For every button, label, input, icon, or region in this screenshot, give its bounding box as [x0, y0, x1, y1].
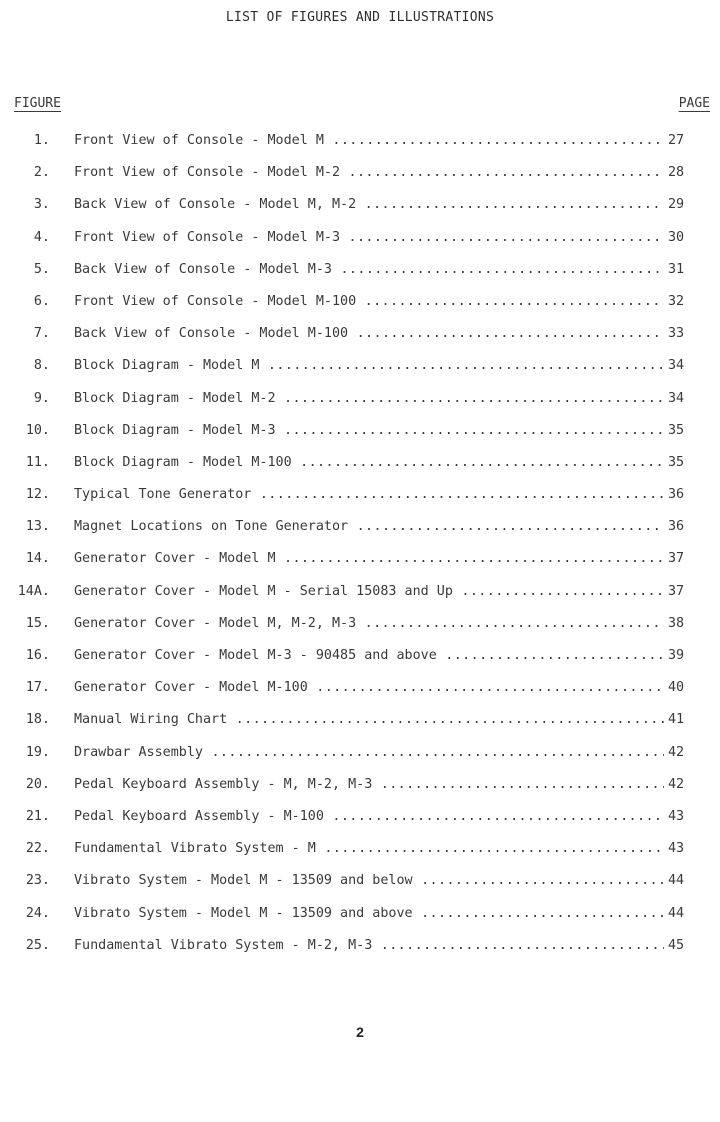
figure-entry — [0, 873, 720, 905]
figure-page: 34 — [668, 390, 685, 406]
figure-entry — [0, 616, 720, 648]
figure-page: 37 — [668, 583, 685, 599]
figure-entry — [0, 777, 720, 809]
figure-title: Generator Cover - Model M ..... — [74, 551, 664, 566]
figure-title: Manual Wiring Chart ..... — [74, 712, 664, 727]
figure-entry — [0, 938, 720, 970]
figure-entry — [0, 841, 720, 873]
page-number: 2 — [356, 1024, 364, 1040]
figure-entry — [0, 423, 720, 455]
figure-number: 2. — [33, 165, 50, 181]
figure-page: 35 — [668, 454, 685, 470]
figure-title: Block Diagram - Model M-2 ..... — [74, 391, 664, 406]
figure-entry — [0, 584, 720, 616]
figure-number: 17. — [25, 680, 50, 696]
figure-number: 19. — [25, 744, 50, 760]
figure-number: 3. — [33, 197, 50, 213]
figure-number: 23. — [25, 873, 50, 889]
figure-page: 37 — [668, 551, 685, 567]
figure-entry — [0, 262, 720, 294]
figure-entry — [0, 745, 720, 777]
figure-number: 9. — [33, 390, 50, 406]
figure-title: Front View of Console - Model M ..... — [74, 133, 664, 148]
figure-title: Vibrato System - Model M - 13509 and below ..... — [74, 873, 664, 888]
figure-entry — [0, 809, 720, 841]
figure-title: Back View of Console - Model M-3 ..... — [74, 262, 664, 277]
figure-entry — [0, 391, 720, 423]
figure-page: 43 — [668, 808, 685, 824]
figure-number: 22. — [25, 841, 50, 857]
figure-number: 14. — [25, 551, 50, 567]
figure-number: 4. — [33, 229, 50, 245]
figure-page: 36 — [668, 487, 685, 503]
figure-entry — [0, 133, 720, 165]
figure-number: 6. — [33, 293, 50, 309]
figure-page: 30 — [668, 229, 685, 245]
figure-title: Back View of Console - Model M-100 ..... — [74, 326, 664, 341]
figure-page: 34 — [668, 358, 685, 374]
figure-title: Back View of Console - Model M, M-2 ..... — [74, 197, 664, 212]
figure-title: Typical Tone Generator ..... — [74, 487, 664, 502]
figure-entry — [0, 358, 720, 390]
figure-title: Pedal Keyboard Assembly - M, M-2, M-3 ..... — [74, 777, 664, 792]
figure-title: Generator Cover - Model M - Serial 15083 and Up ..... — [74, 584, 664, 599]
figure-title: Fundamental Vibrato System - M-2, M-3 ..... — [74, 938, 664, 953]
figure-page: 31 — [668, 261, 685, 277]
figure-entry — [0, 648, 720, 680]
figure-number: 25. — [25, 937, 50, 953]
figure-title: Generator Cover - Model M-3 - 90485 and above ..... — [74, 648, 664, 663]
figure-column-header: FIGURE — [14, 96, 61, 111]
figure-number: 13. — [25, 519, 50, 535]
figure-page: 45 — [668, 937, 685, 953]
figure-number: 5. — [33, 261, 50, 277]
figure-title: Block Diagram - Model M ..... — [74, 358, 664, 373]
figure-entry — [0, 455, 720, 487]
figure-number: 7. — [33, 326, 50, 342]
figure-number: 16. — [25, 648, 50, 663]
figure-page: 38 — [668, 615, 685, 631]
figure-entry — [0, 487, 720, 519]
figure-page: 28 — [668, 165, 685, 181]
figure-entry — [0, 230, 720, 262]
figure-number: 21. — [25, 808, 50, 824]
figure-page: 42 — [668, 744, 685, 760]
figure-title: Front View of Console - Model M-3 ..... — [74, 230, 664, 245]
figure-entry — [0, 294, 720, 326]
figure-page: 36 — [668, 519, 685, 535]
figure-page: 32 — [668, 293, 685, 309]
figure-title: Generator Cover - Model M-100 ..... — [74, 680, 664, 695]
figure-title: Fundamental Vibrato System - M ..... — [74, 841, 664, 856]
figure-entry — [0, 906, 720, 938]
figure-number: 18. — [25, 712, 50, 728]
figure-entry — [0, 519, 720, 551]
page-column-header: PAGE — [678, 96, 710, 111]
figure-entry — [0, 551, 720, 583]
figure-list — [0, 133, 720, 970]
figure-number: 1. — [33, 133, 50, 148]
figure-entry — [0, 326, 720, 358]
figure-entry — [0, 165, 720, 197]
figure-number: 12. — [25, 487, 50, 503]
figure-title: Front View of Console - Model M-2 ..... — [74, 165, 664, 180]
figure-number: 11. — [25, 454, 50, 470]
figure-number: 20. — [25, 776, 50, 792]
figure-page: 33 — [668, 326, 685, 342]
figure-page: 42 — [668, 776, 685, 792]
figure-entry — [0, 197, 720, 229]
figure-page: 43 — [668, 841, 685, 857]
figure-title: Pedal Keyboard Assembly - M-100 ..... — [74, 809, 664, 824]
figure-number: 15. — [25, 615, 50, 631]
figure-title: Drawbar Assembly ..... — [74, 745, 664, 760]
figure-number: 10. — [25, 422, 50, 438]
figure-number: 24. — [25, 905, 50, 921]
figure-title: Front View of Console - Model M-100 ..... — [74, 294, 664, 309]
column-header-row — [0, 96, 720, 116]
figure-entry — [0, 712, 720, 744]
figure-page: 35 — [668, 422, 685, 438]
figure-page: 44 — [668, 905, 685, 921]
figure-page: 39 — [668, 648, 685, 663]
figure-page: 29 — [668, 197, 685, 213]
page-title: LIST OF FIGURES AND ILLUSTRATIONS — [225, 10, 495, 25]
figure-title: Block Diagram - Model M-3 ..... — [74, 423, 664, 438]
figure-number: 14A. — [17, 583, 50, 599]
figure-page: 40 — [668, 680, 685, 696]
figure-title: Generator Cover - Model M, M-2, M-3 ..... — [74, 616, 664, 631]
figure-title: Block Diagram - Model M-100 ..... — [74, 455, 664, 470]
figure-page: 27 — [668, 133, 685, 148]
figure-entry — [0, 680, 720, 712]
figure-number: 8. — [33, 358, 50, 374]
figure-page: 41 — [668, 712, 685, 728]
figure-page: 44 — [668, 873, 685, 889]
figure-title: Vibrato System - Model M - 13509 and above ..... — [74, 906, 664, 921]
figure-title: Magnet Locations on Tone Generator ..... — [74, 519, 664, 534]
